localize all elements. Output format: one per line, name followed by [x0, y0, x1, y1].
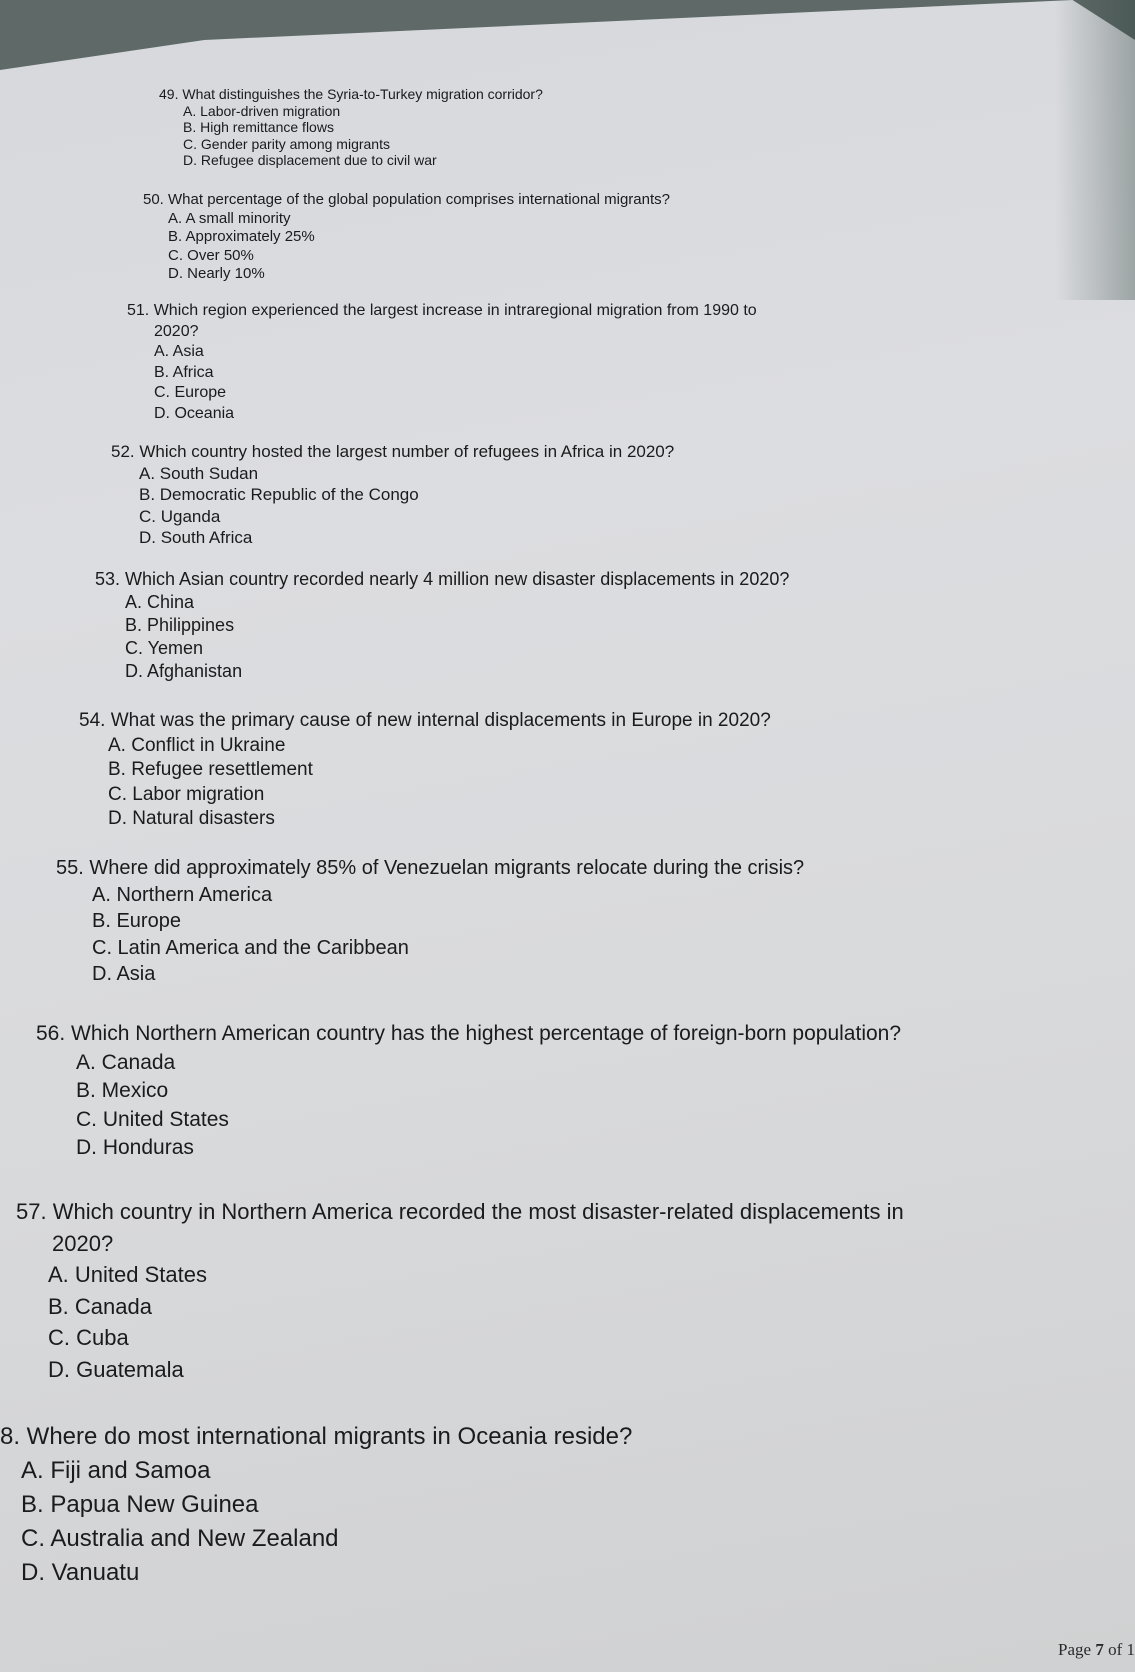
option-d: D. Guatemala — [48, 1356, 184, 1382]
option-b: B. Africa — [154, 363, 214, 381]
option-c: C. Cuba — [48, 1325, 129, 1350]
option-d: D. Honduras — [76, 1136, 194, 1159]
option-a: A. A small minority — [168, 209, 291, 227]
page-footer — [1058, 1640, 1135, 1660]
question-stem: 50. What percentage of the global population comprises international migrants? — [143, 191, 670, 208]
option-b: B. Philippines — [125, 615, 235, 635]
option-b: B. Refugee resettlement — [108, 759, 313, 780]
page-label: Page — [1058, 1640, 1096, 1659]
question-54 — [79, 709, 771, 832]
option-d: D. Oceania — [154, 404, 235, 422]
question-stem: 54. What was the primary cause of new internal displacements in Europe in 2020? — [79, 710, 771, 731]
option-d: D. Asia — [92, 963, 156, 985]
option-a: A. Asia — [154, 343, 204, 360]
option-b: B. Canada — [48, 1293, 152, 1319]
option-a: A. Northern America — [92, 883, 273, 906]
option-c: C. Uganda — [139, 506, 221, 526]
question-55 — [56, 855, 804, 988]
question-stem-continued: 2020? — [154, 322, 199, 340]
question-stem: 8. Where do most international migrants in Oceania reside? — [0, 1423, 633, 1450]
page-of-label: of — [1103, 1640, 1127, 1659]
option-d: D. Vanuatu — [21, 1559, 140, 1586]
option-b: B. Democratic Republic of the Congo — [139, 485, 419, 504]
option-c: C. Labor migration — [108, 783, 265, 805]
option-a: A. South Sudan — [139, 463, 259, 483]
question-stem: 49. What distinguishes the Syria-to-Turkey migration corridor? — [159, 86, 543, 102]
option-a: A. Conflict in Ukraine — [108, 734, 286, 756]
option-c: C. Europe — [154, 384, 227, 401]
option-b: B. Mexico — [76, 1079, 169, 1102]
option-a: A. Labor-driven migration — [183, 102, 341, 119]
page-total: 1 — [1126, 1640, 1135, 1659]
question-stem: 51. Which region experienced the largest increase in intraregional migration from 1990 to — [127, 302, 757, 319]
option-a: A. China — [125, 592, 195, 612]
question-51 — [127, 301, 757, 424]
option-d: D. Nearly 10% — [168, 265, 265, 282]
question-57 — [16, 1196, 904, 1385]
question-58 — [0, 1420, 632, 1590]
question-stem: 56. Which Northern American country has the highest percentage of foreign-born population? — [36, 1022, 902, 1045]
question-stem: 57. Which country in Northern America recorded the most disaster-related displacements in — [16, 1199, 904, 1224]
option-c: C. United States — [76, 1107, 229, 1131]
page-number: 7 — [1095, 1640, 1104, 1659]
question-stem: 53. Which Asian country recorded nearly 4 million new disaster displacements in 2020? — [95, 569, 790, 589]
question-stem-continued: 2020? — [52, 1230, 114, 1256]
option-d: D. South Africa — [139, 528, 253, 547]
option-d: D. Refugee displacement due to civil war — [183, 152, 437, 168]
question-49 — [159, 86, 543, 169]
option-c: C. Latin America and the Caribbean — [92, 936, 409, 959]
option-a: A. Canada — [76, 1050, 176, 1074]
option-d: D. Natural disasters — [108, 808, 275, 829]
option-a: A. United States — [48, 1262, 207, 1287]
background-edge — [1055, 0, 1135, 300]
option-b: B. High remittance flows — [183, 119, 334, 135]
option-c: C. Yemen — [125, 638, 204, 658]
option-a: A. Fiji and Samoa — [21, 1457, 211, 1484]
option-b: B. Approximately 25% — [168, 228, 315, 245]
option-c: C. Over 50% — [168, 246, 254, 264]
question-stem: 55. Where did approximately 85% of Venezuelan migrants relocate during the crisis? — [56, 857, 805, 879]
question-56 — [36, 1020, 901, 1163]
option-b: B. Papua New Guinea — [21, 1491, 259, 1518]
question-50 — [143, 191, 670, 284]
option-c: C. Gender parity among migrants — [183, 135, 390, 152]
option-c: C. Australia and New Zealand — [21, 1525, 339, 1552]
question-stem: 52. Which country hosted the largest number of refugees in Africa in 2020? — [111, 442, 675, 461]
option-d: D. Afghanistan — [125, 661, 243, 681]
option-b: B. Europe — [92, 910, 181, 932]
question-52 — [111, 441, 674, 549]
question-53 — [95, 568, 789, 683]
